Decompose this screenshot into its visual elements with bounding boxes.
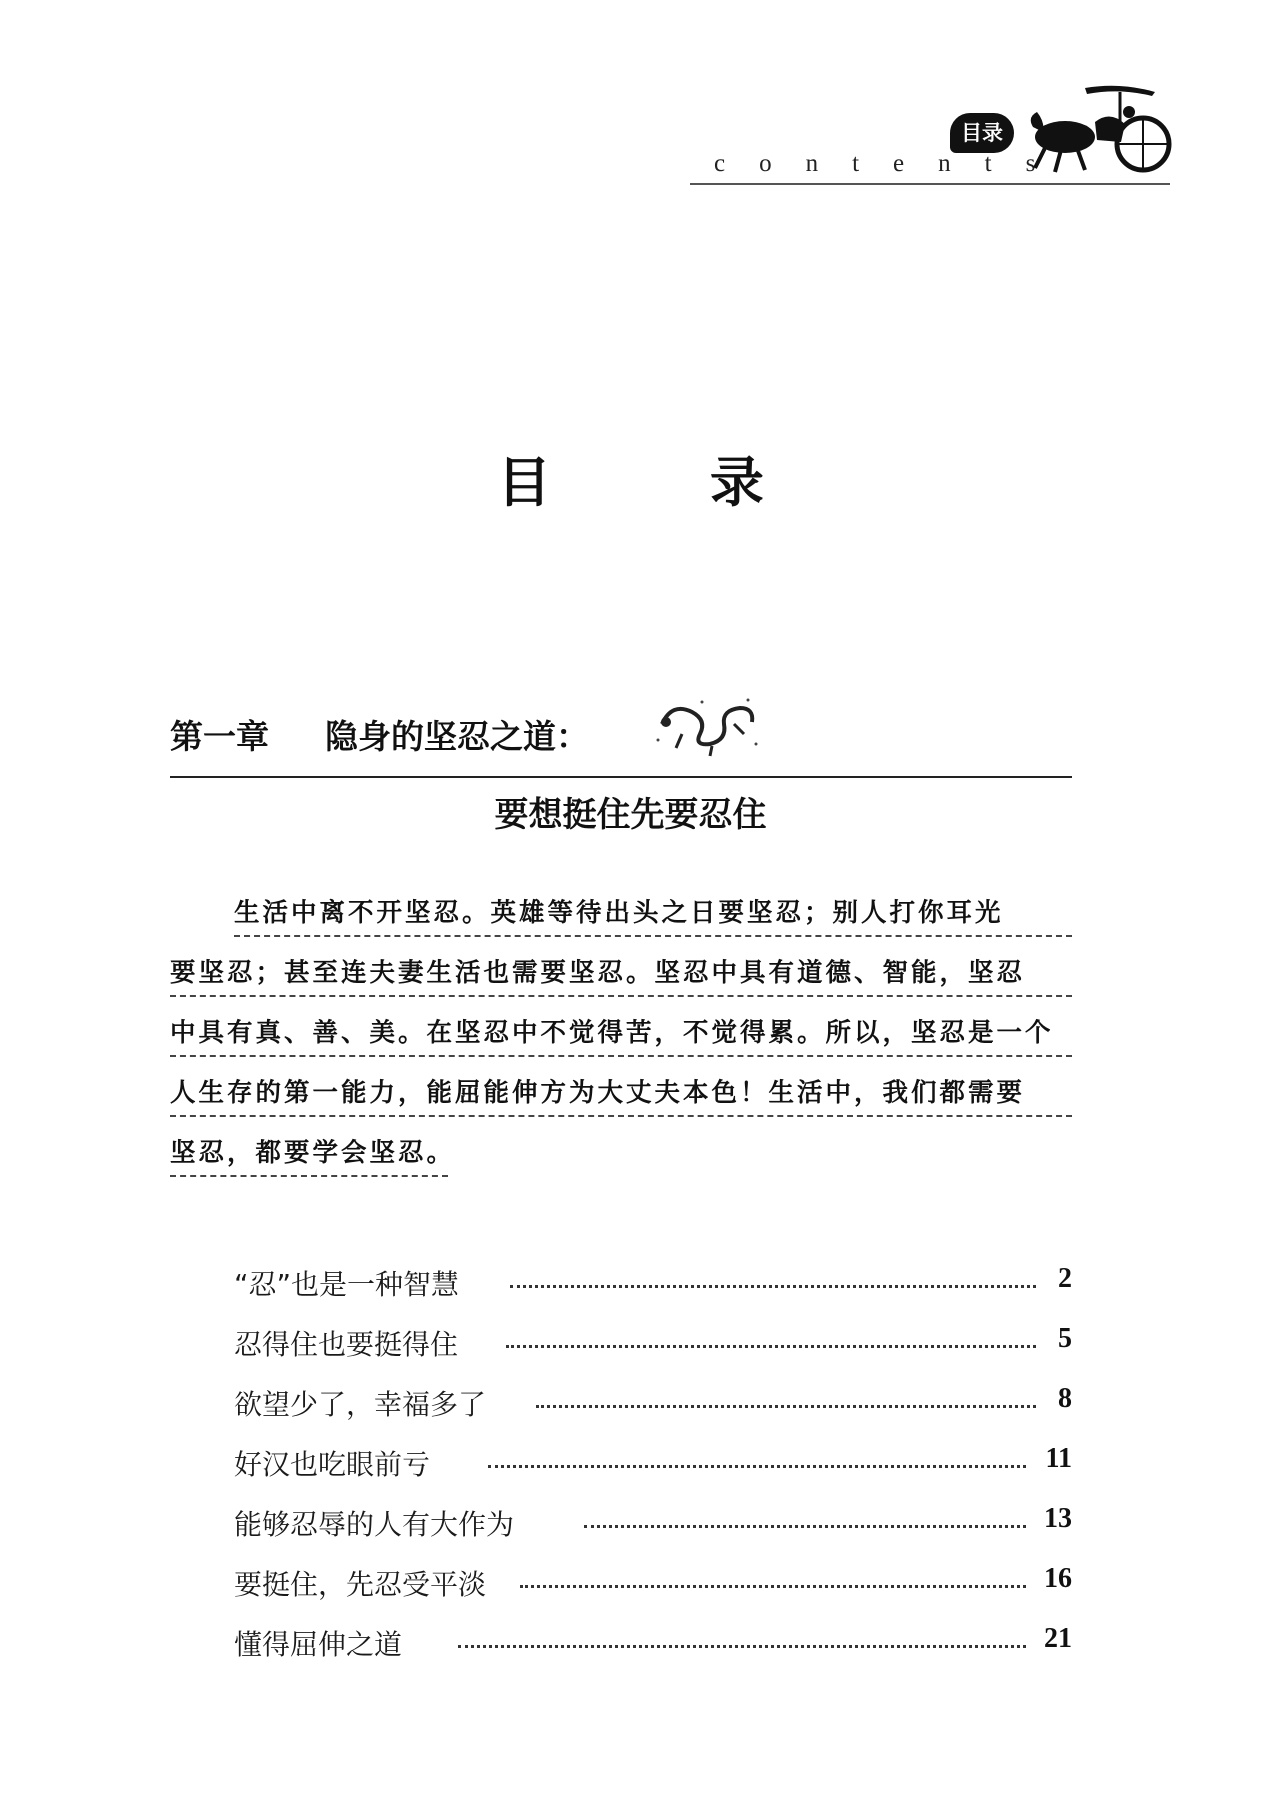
toc-leader bbox=[510, 1285, 1036, 1288]
toc-entry[interactable] bbox=[234, 1503, 1072, 1543]
toc-leader bbox=[506, 1345, 1036, 1348]
header-contents-label: contents bbox=[714, 150, 1070, 177]
toc-entry-page: 13 bbox=[1044, 1503, 1072, 1534]
toc-entry-page: 2 bbox=[1058, 1263, 1072, 1294]
header-rule bbox=[690, 183, 1170, 185]
chapter-rule bbox=[170, 776, 1072, 778]
toc-entry[interactable] bbox=[234, 1263, 1072, 1303]
toc-entry-page: 5 bbox=[1058, 1323, 1072, 1354]
toc-entry-page: 21 bbox=[1044, 1623, 1072, 1654]
toc-entry-title: “忍”也是一种智慧 bbox=[234, 1268, 460, 1301]
toc-entry[interactable] bbox=[234, 1563, 1072, 1603]
toc-entry-page: 16 bbox=[1044, 1563, 1072, 1594]
toc-leader bbox=[584, 1525, 1026, 1528]
chapter-subtitle: 要想挺住先要忍住 bbox=[494, 795, 767, 835]
intro-line: 中具有真、善、美。在坚忍中不觉得苦，不觉得累。所以，坚忍是一个 bbox=[170, 1015, 1072, 1057]
toc-leader bbox=[458, 1645, 1026, 1648]
header-badge: 目录 bbox=[950, 113, 1014, 153]
toc-entry-title: 要挺住，先忍受平淡 bbox=[234, 1568, 487, 1601]
toc-entry-page: 11 bbox=[1045, 1443, 1072, 1474]
toc-entry[interactable] bbox=[234, 1443, 1072, 1483]
toc-entry[interactable] bbox=[234, 1383, 1072, 1423]
toc-entry-page: 8 bbox=[1058, 1383, 1072, 1414]
toc-entry-title: 忍得住也要挺得住 bbox=[234, 1328, 459, 1361]
intro-line: 生活中离不开坚忍。英雄等待出头之日要坚忍；别人打你耳光 bbox=[234, 895, 1072, 937]
toc-leader bbox=[520, 1585, 1026, 1588]
toc-entry[interactable] bbox=[234, 1323, 1072, 1363]
chariot-illustration bbox=[1025, 82, 1185, 182]
toc-leader bbox=[536, 1405, 1036, 1408]
toc-entry-title: 能够忍辱的人有大作为 bbox=[234, 1508, 515, 1541]
toc-leader bbox=[488, 1465, 1026, 1468]
intro-line: 人生存的第一能力，能屈能伸方为大丈夫本色！生活中，我们都需要 bbox=[170, 1075, 1072, 1117]
chapter-number: 第一章 bbox=[170, 717, 269, 756]
page-title: 目 录 bbox=[497, 451, 834, 514]
intro-line: 坚忍，都要学会坚忍。 bbox=[170, 1135, 448, 1177]
toc-entry[interactable] bbox=[234, 1623, 1072, 1663]
chapter-title: 隐身的坚忍之道： bbox=[325, 717, 589, 756]
dragon-ornament bbox=[652, 694, 762, 760]
toc-entry-title: 好汉也吃眼前亏 bbox=[234, 1448, 431, 1481]
toc-entry-title: 懂得屈伸之道 bbox=[234, 1628, 403, 1661]
toc-entry-title: 欲望少了，幸福多了 bbox=[234, 1388, 487, 1421]
intro-line: 要坚忍；甚至连夫妻生活也需要坚忍。坚忍中具有道德、智能，坚忍 bbox=[170, 955, 1072, 997]
